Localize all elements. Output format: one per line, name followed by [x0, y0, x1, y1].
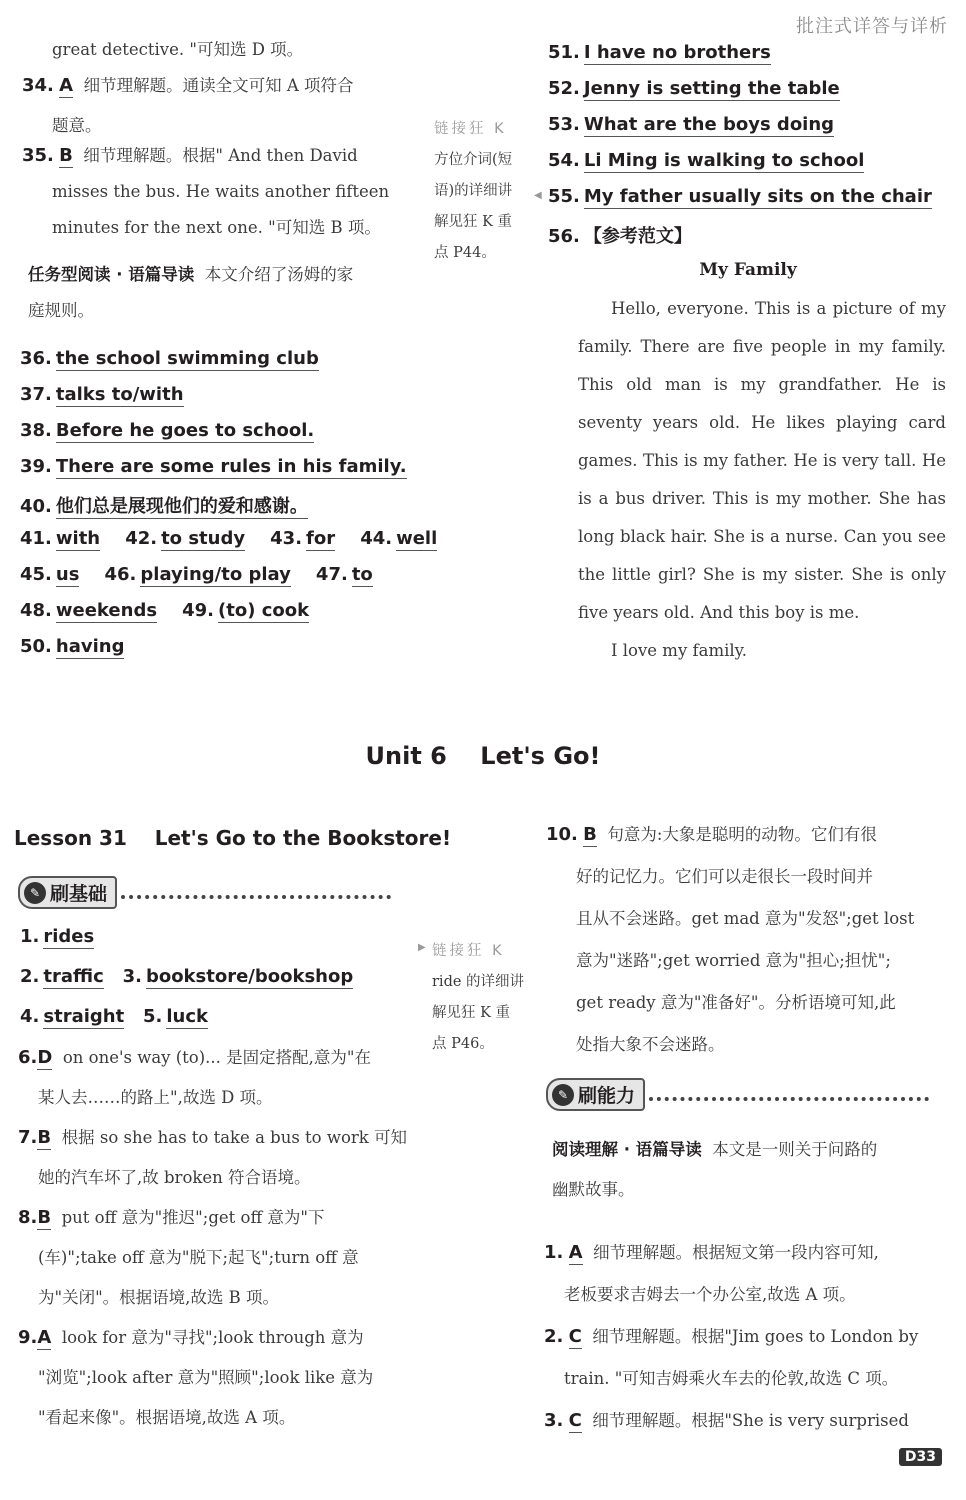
answer-56-label: 56. 【参考范文】 [548, 226, 692, 247]
essay-body [578, 290, 946, 670]
side-note-line: 方位介词(短 [434, 152, 513, 168]
answer-55: 55. My father usually sits on the chair [548, 186, 932, 207]
lesson-answer-10: 10. B 句意为:大象是聪明的动物。它们有很 好的记忆力。它们可以走很长一段时间并 且从不会迷路。get mad 意为"发怒";get lost 意为"迷路";get worried 意为"担心;担忧"; get ready 意为"准备好"。分析语境可知,此 处指大象不会迷路。 [546, 824, 915, 1054]
essay-title: My Family [699, 260, 797, 280]
task-reading-intro: 任务型阅读 · 语篇导读 本文介绍了汤姆的家 庭规则。 [28, 265, 354, 320]
lesson-title: Lesson 31 Let's Go to the Bookstore! [14, 826, 452, 850]
lesson-answer-6: 6.D on one's way (to)... 是固定搭配,意为"在 某人去……的路上",故选 D 项。 [18, 1047, 371, 1107]
answer-40: 40. 他们总是展现他们的爱和感谢。 [20, 496, 308, 517]
answer-36: 36. the school swimming club [20, 348, 319, 369]
side-note-line: ride 的详细讲 [432, 974, 525, 990]
essay-closing: I love my family. [611, 641, 748, 660]
side-note-heading: 链接狂 K [432, 943, 505, 959]
side-note-heading: 链接狂 K [434, 121, 507, 137]
answers-45-47: 45. us 46. playing/to play 47. to [20, 564, 373, 585]
answer-53: 53. What are the boys doing [548, 114, 835, 135]
continued-line: great detective. "可知选 D 项。 [52, 40, 304, 59]
answer-34: 34. A 细节理解题。通读全文可知 A 项符合 题意。 [22, 75, 354, 135]
lesson-answers-4-5: 4. straight 5. luck [20, 1006, 209, 1027]
side-note-line: 点 P46。 [432, 1036, 494, 1052]
lesson-answer-7: 7.B 根据 so she has to take a bus to work 可知 她的汽车坏了,故 broken 符合语境。 [18, 1127, 408, 1187]
badge-basic: ✎ 刷基础 [18, 876, 391, 909]
answer-37: 37. talks to/with [20, 384, 184, 405]
answer-38: 38. Before he goes to school. [20, 420, 315, 441]
answer-50: 50. having [20, 636, 125, 657]
page-header-title: 批注式详答与详析 [796, 16, 948, 37]
essay-paragraph: Hello, everyone. This is a picture of my family. There are five people in my family. This old man is my grandfather. He is seventy years old. He likes playing card games. This is my father. He is very tall. He is a bus driver. This is my mother. She has long black hair. She is a nurse. Can you see the little girl? She is my sister. She is only five years old. And this boy is me. [578, 299, 946, 622]
answer-35: 35. B 细节理解题。根据" And then David misses the bus. He waits another fifteen minutes for the next one. "可知选 B 项。 [22, 145, 390, 237]
side-note-link-2 [432, 936, 530, 1060]
lesson-answers-1-5 [20, 926, 353, 1046]
answer-51: 51. I have no brothers [548, 42, 771, 63]
side-note-line: 解见狂 K 重 [434, 214, 513, 230]
answer-52: 52. Jenny is setting the table [548, 78, 840, 99]
answer-54: 54. Li Ming is walking to school [548, 150, 865, 171]
lesson-answers-2-3: 2. traffic 3. bookstore/bookshop [20, 966, 354, 987]
side-note-line: 解见狂 K 重 [432, 1005, 511, 1021]
page-number: D33 [899, 1448, 942, 1466]
answers-36-40 [20, 348, 437, 672]
answers-48-49: 48. weekends 49. (to) cook [20, 600, 310, 621]
side-note-line: 语)的详细讲 [434, 183, 513, 199]
pen-icon: ✎ [552, 1084, 574, 1106]
unit-title: Unit 6 Let's Go! [365, 742, 601, 770]
badge-ability: ✎ 刷能力 [546, 1078, 929, 1111]
pointer-arrow-icon: ◀ [534, 190, 542, 201]
answers-41-44: 41. with 42. to study 43. for 44. well [20, 528, 438, 549]
lesson-answer-9: 9.A look for 意为"寻找";look through 意为 "浏览";look after 意为"照顾";look like 意为 "看起来像"。根据语境,故选 A 项。 [18, 1327, 374, 1427]
lesson-answer-1: 1. rides [20, 926, 95, 947]
reading-intro: 阅读理解 · 语篇导读 本文是一则关于问路的 幽默故事。 [552, 1140, 878, 1199]
side-note-line: 点 P44。 [434, 245, 496, 261]
side-note-link-1 [434, 114, 532, 269]
answer-39: 39. There are some rules in his family. [20, 456, 407, 477]
dotted-divider [121, 895, 391, 899]
reading-answer-2: 2. C 细节理解题。根据"Jim goes to London by train. "可知吉姆乘火车去的伦敦,故选 C 项。 [544, 1326, 919, 1388]
answers-51-55 [548, 42, 932, 258]
lesson-answer-8: 8.B put off 意为"推迟";get off 意为"下 (车)";take off 意为"脱下;起飞";turn off 意 为"关闭"。根据语境,故选 B 项。 [18, 1207, 359, 1307]
dotted-divider [649, 1097, 929, 1101]
reading-answer-3: 3. C 细节理解题。根据"She is very surprised [544, 1410, 909, 1431]
pointer-arrow-icon: ▶ [418, 942, 426, 953]
pen-icon: ✎ [24, 882, 46, 904]
reading-answer-1: 1. A 细节理解题。根据短文第一段内容可知, 老板要求吉姆去一个办公室,故选 A 项。 [544, 1242, 879, 1304]
